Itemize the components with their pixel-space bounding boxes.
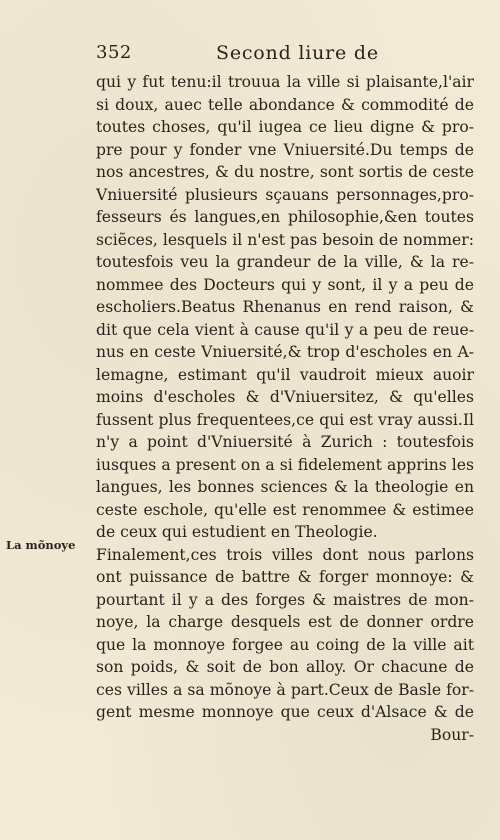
- text-line: fussent plus frequentees,ce qui est vray aussi.Il: [96, 410, 474, 429]
- text-line: sciẽces, lesquels il n'est pas besoin de nommer:: [96, 230, 474, 249]
- text-line: ces villes a sa mõnoye à part.Ceux de Basle for-: [96, 680, 474, 699]
- text-line: gent mesme monnoye que ceux d'Alsace & de: [96, 703, 474, 721]
- text-line: toutes choses, qu'il iugea ce lieu digne & pro-: [96, 118, 474, 136]
- text-line: pourtant il y a des forges & maistres de mon-: [96, 590, 474, 609]
- text-line: son poids, & soit de bon alloy. Or chacune de: [96, 658, 474, 676]
- text-line: iusques a present on a si fidelement apprins les: [96, 455, 474, 474]
- running-head: Second liure de: [216, 42, 379, 64]
- text-line: nus en ceste Vniuersité,& trop d'escholes en A-: [96, 343, 474, 361]
- text-line: lemagne, estimant qu'il vaudroit mieux auoir: [96, 365, 474, 384]
- page-number: 352: [96, 42, 132, 63]
- text-line: nommee des Docteurs qui y sont, il y a peu de: [96, 275, 474, 294]
- text-line: si doux, auec telle abondance & commodité de: [96, 95, 474, 114]
- text-line: dit que cela vient à cause qu'il y a peu de reue-: [96, 320, 474, 339]
- text-line: escholiers.Beatus Rhenanus en rend raison, &: [96, 298, 474, 316]
- text-line: de ceux qui estudient en Theologie.: [96, 523, 378, 541]
- text-line: que la monnoye forgee au coing de la ville ait: [96, 635, 474, 654]
- text-line: ceste eschole, qu'elle est renommee & estimee: [96, 500, 474, 519]
- text-line: toutesfois veu la grandeur de la ville, & la re-: [96, 253, 474, 271]
- page-header: [96, 42, 476, 66]
- margin-note: La mõnoye: [6, 538, 76, 552]
- text-line: fesseurs és langues,en philosophie,&en toutes: [96, 208, 474, 226]
- text-line: Finalement,ces trois villes dont nous parlons: [96, 545, 474, 564]
- text-line: noye, la charge desquels est de donner ordre: [96, 613, 474, 631]
- body-text: [96, 71, 474, 746]
- catchword: Bour-: [430, 725, 474, 744]
- text-line: qui y fut tenu:il trouua la ville si plaisante,l'air: [96, 73, 474, 91]
- text-line: nos ancestres, & du nostre, sont sortis de ceste: [96, 163, 474, 181]
- text-line: ont puissance de battre & forger monnoye: &: [96, 568, 474, 586]
- text-line: moins d'escholes & d'Vniuersitez, & qu'elles: [96, 388, 474, 406]
- text-line: n'y a point d'Vniuersité à Zurich : toutesfois: [96, 433, 474, 451]
- text-line: langues, les bonnes sciences & la theologie en: [96, 478, 474, 496]
- text-line: Vniuersité plusieurs sçauans personnages,pro-: [96, 185, 474, 204]
- text-line: pre pour y fonder vne Vniuersité.Du temps de: [96, 140, 474, 159]
